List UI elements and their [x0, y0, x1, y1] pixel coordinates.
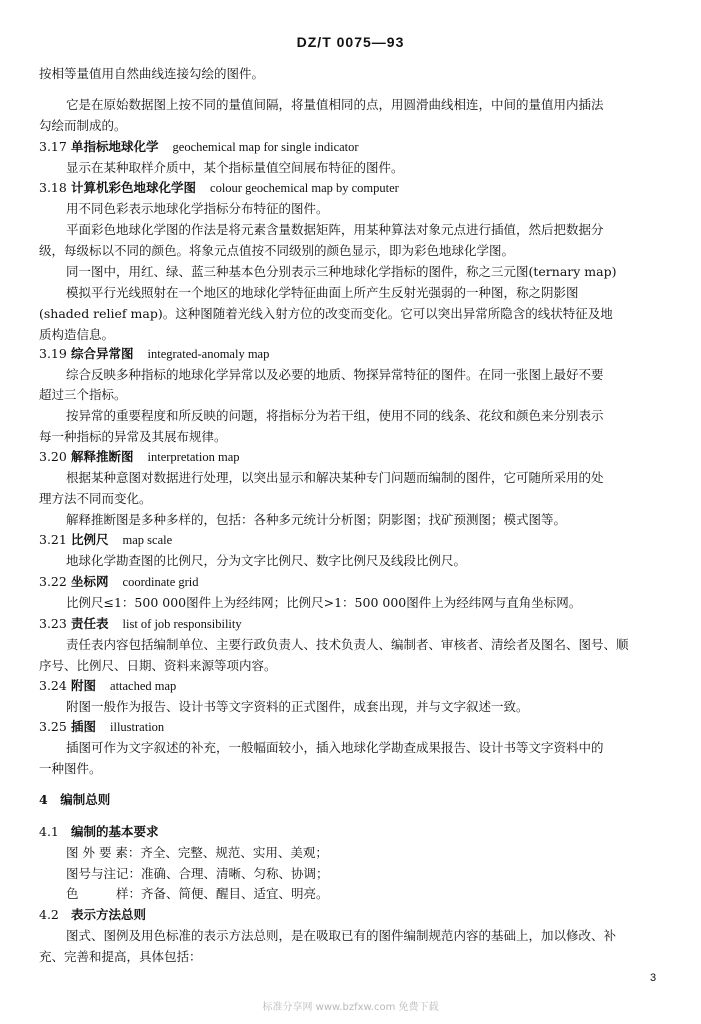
term-heading-3-18	[39, 180, 399, 196]
paragraph-line: 同一图中，用红、绿、蓝三种基本色分别表示三种地球化学指标的图件，称之三元图(ternary map)	[66, 264, 617, 279]
term-heading-3-25	[39, 719, 164, 735]
paragraph-line: 一种图件。	[39, 761, 102, 776]
paragraph-line: 附图一般作为报告、设计书等文字资料的正式图件，成套出现，并与文字叙述一致。	[66, 699, 529, 714]
clause-number: 3.17	[39, 139, 67, 154]
paragraph-line: 根据某种意图对数据进行处理，以突出显示和解决某种专门问题而编制的图件，它可随所采用的处	[66, 470, 604, 485]
requirement-value: 齐全、完整、规范、实用、美观；	[140, 845, 328, 860]
paragraph-line: 充、完善和提高，具体包括：	[39, 949, 202, 964]
clause-number: 4.1	[39, 824, 59, 839]
clause-heading-4-1	[39, 824, 173, 840]
clause-number: 4.2	[39, 907, 59, 922]
paragraph-line: 模拟平行光线照射在一个地区的地球化学特征曲面上所产生反射光强弱的一种图，称之阴影图	[66, 285, 579, 300]
paragraph-line: 序号、比例尺、日期、资料来源等项内容。	[39, 658, 277, 673]
section-heading-4: 4 编制总则	[39, 792, 111, 807]
term-en: coordinate grid	[122, 575, 199, 589]
paragraph-line: 图式、图例及用色标准的表示方法总则，是在吸取已有的图件编制规范内容的基础上，加以修改、补	[66, 928, 617, 943]
page-number: 3	[650, 972, 657, 984]
clause-number: 3.20	[39, 449, 67, 464]
watermark: 标准分享网 www.bzfxw.com 免费下载	[262, 1002, 439, 1013]
term-cn: 计算机彩色地球化学图	[71, 180, 197, 195]
term-heading-3-19	[39, 346, 269, 362]
paragraph-line: 理方法不同而变化。	[39, 491, 152, 506]
paragraph-line: 解释推断图是多种多样的，包括：各种多元统计分析图；阴影图；找矿预测图；模式图等。	[66, 512, 567, 527]
paragraph-line: 按相等量值用自然曲线连接勾绘的图件。	[39, 66, 265, 81]
clause-number: 3.24	[39, 678, 67, 693]
term-heading-3-24	[39, 678, 176, 694]
clause-title: 编制的基本要求	[71, 824, 159, 839]
requirement-label: 图 外 要 素：	[66, 845, 141, 860]
paragraph-line: 比例尺≤1：500 000图件上为经纬网；比例尺>1：500 000图件上为经纬网与直角坐标网。	[66, 595, 582, 610]
paragraph-line: 责任表内容包括编制单位、主要行政负责人、技术负责人、编制者、审核者、清绘者及图名、图号、顺	[66, 637, 629, 652]
paragraph-line: 地球化学勘查图的比例尺，分为文字比例尺、数字比例尺及线段比例尺。	[66, 553, 467, 568]
clause-number: 3.19	[39, 346, 67, 361]
term-en: attached map	[110, 679, 177, 693]
term-en: colour geochemical map by computer	[210, 181, 399, 195]
paragraph-line: 用不同色彩表示地球化学指标分布特征的图件。	[66, 201, 329, 216]
clause-number: 3.23	[39, 616, 67, 631]
term-en: geochemical map for single indicator	[172, 140, 359, 154]
paragraph-line: 平面彩色地球化学图的作法是将元素含量数据矩阵，用某种算法对象元点进行插值，然后把数据分	[66, 222, 604, 237]
requirement-row	[66, 845, 328, 861]
term-en: integrated-anomaly map	[147, 347, 270, 361]
paragraph-line: 显示在某种取样介质中，某个指标量值空间展布特征的图件。	[66, 160, 404, 175]
paragraph-line: 超过三个指标。	[39, 387, 127, 402]
term-en: map scale	[122, 533, 173, 547]
term-heading-3-23	[39, 616, 242, 632]
paragraph-line: 综合反映多种指标的地球化学异常以及必要的地质、物探异常特征的图件。在同一张图上最好不要	[66, 367, 604, 382]
term-en: list of job responsibility	[122, 617, 242, 631]
paragraph-line: (shaded relief map)。这种图随着光线入射方位的改变而变化。它可以突出异常所隐含的线状特征及地	[39, 306, 613, 321]
term-heading-3-17	[39, 139, 359, 155]
paragraph-line: 级，每级标以不同的颜色。将象元点值按不同级别的颜色显示，即为彩色地球化学图。	[39, 243, 515, 258]
clause-number: 3.22	[39, 574, 67, 589]
term-cn: 责任表	[71, 616, 109, 631]
clause-number: 3.18	[39, 180, 67, 195]
paragraph-line: 质构造信息。	[39, 327, 115, 342]
term-cn: 比例尺	[71, 532, 109, 547]
term-cn: 坐标网	[71, 574, 109, 589]
clause-heading-4-2	[39, 907, 160, 923]
term-cn: 解释推断图	[71, 449, 134, 464]
term-heading-3-21	[39, 532, 172, 548]
term-cn: 附图	[71, 678, 97, 693]
requirement-label: 色 样：	[66, 886, 142, 901]
requirement-label: 图号与注记：	[66, 866, 142, 881]
paragraph-line: 勾绘而制成的。	[39, 118, 127, 133]
term-cn: 综合异常图	[71, 346, 134, 361]
term-cn: 单指标地球化学	[71, 139, 159, 154]
clause-number: 3.25	[39, 719, 67, 734]
requirement-row	[66, 886, 329, 902]
requirement-value: 齐备、简便、醒目、适宜、明亮。	[141, 886, 329, 901]
paragraph-line: 按异常的重要程度和所反映的问题，将指标分为若干组，使用不同的线条、花纹和颜色来分别表示	[66, 408, 604, 423]
clause-number: 3.21	[39, 532, 67, 547]
clause-title: 表示方法总则	[71, 907, 147, 922]
paragraph-line: 插图可作为文字叙述的补充，一般幅面较小，插入地球化学勘查成果报告、设计书等文字资料中的	[66, 740, 604, 755]
term-cn: 插图	[71, 719, 97, 734]
term-en: interpretation map	[147, 450, 240, 464]
requirement-value: 准确、合理、清晰、匀称、协调；	[141, 866, 329, 881]
paragraph-line: 每一种指标的异常及其展布规律。	[39, 429, 227, 444]
term-heading-3-20	[39, 449, 240, 465]
term-heading-3-22	[39, 574, 199, 590]
term-en: illustration	[110, 720, 165, 734]
paragraph-line: 它是在原始数据图上按不同的量值间隔，将量值相同的点，用圆滑曲线相连，中间的量值用内插法	[66, 97, 604, 112]
requirement-row	[66, 866, 329, 882]
page-header: DZ/T 0075—93	[296, 34, 405, 50]
